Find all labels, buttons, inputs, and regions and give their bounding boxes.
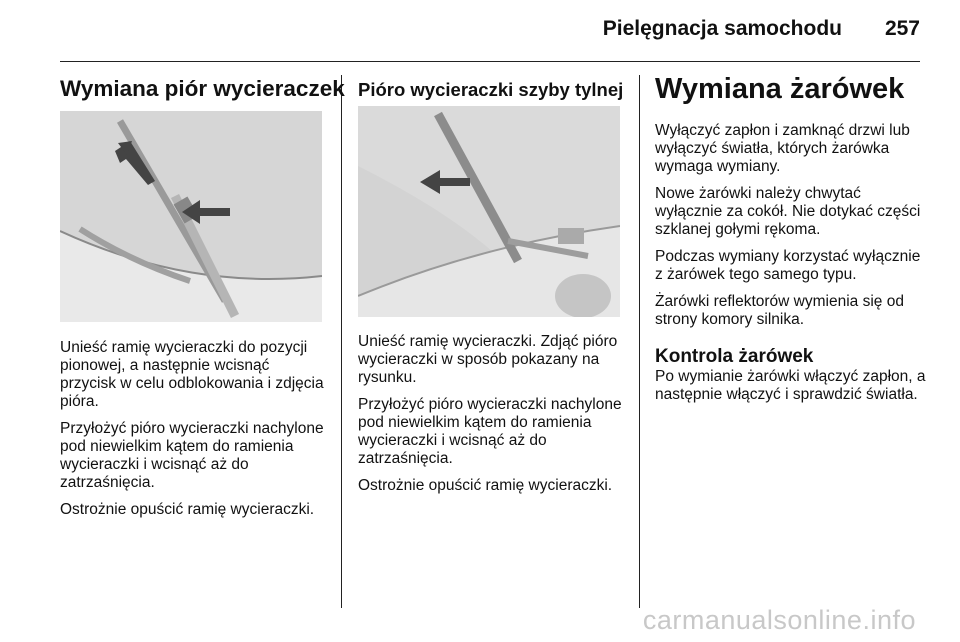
column-divider-1 [341, 75, 342, 608]
subheading-bulb-check: Kontrola żarówek [655, 346, 814, 367]
col3-paragraph-3: Podczas wymiany korzystać wyłącznie z żarówek tego samego typu. [655, 248, 921, 283]
front-wiper-figure [60, 111, 322, 322]
col3-sub-text [655, 368, 927, 413]
col2-paragraph-1: Unieść ramię wycieraczki. Zdjąć pióro wycieraczki w sposób pokazany na rysunku. [358, 333, 618, 386]
section-heading-rear-wiper: Pióro wycieraczki szyby tylnej [358, 79, 624, 100]
col1-paragraph-3: Ostrożnie opuścić ramię wycieraczki. [60, 501, 315, 518]
col3-paragraph-2: Nowe żarówki należy chwytać wyłącznie za cokół. Nie dotykać części szklanej gołymi rękoma. [655, 185, 921, 238]
col3-paragraph-1: Wyłączyć zapłon i zamknąć drzwi lub wyłączyć światła, których żarówka wymaga wymiany. [655, 122, 910, 175]
section-heading-wiper-blades: Wymiana piór wycieraczek [60, 76, 345, 101]
col1-text [60, 339, 328, 528]
col2-paragraph-3: Ostrożnie opuścić ramię wycieraczki. [358, 477, 613, 494]
page-number: 257 [884, 17, 920, 40]
watermark: carmanualsonline.info [642, 605, 916, 635]
header-rule [60, 61, 920, 62]
col3-sub-paragraph: Po wymianie żarówki włączyć zapłon, a następnie włączyć i sprawdzić światła. [655, 368, 926, 403]
rear-wiper-figure [358, 106, 620, 317]
col2-paragraph-2: Przyłożyć pióro wycieraczki nachylone pod niewielkim kątem do ramienia wycieraczki i wcisnąć aż do zatrzaśnięcia. [358, 396, 622, 467]
col3-text [655, 122, 927, 338]
col3-paragraph-4: Żarówki reflektorów wymienia się od strony komory silnika. [655, 293, 904, 328]
col1-paragraph-2: Przyłożyć pióro wycieraczki nachylone pod niewielkim kątem do ramienia wycieraczki i wcisnąć aż do zatrzaśnięcia. [60, 420, 324, 491]
header-title: Pielęgnacja samochodu [602, 17, 842, 40]
section-heading-bulbs: Wymiana żarówek [655, 73, 905, 105]
col2-text [358, 333, 630, 504]
col1-paragraph-1: Unieść ramię wycieraczki do pozycji pionowej, a następnie wcisnąć przycisk w celu odblokowania i zdjęcia pióra. [60, 339, 324, 410]
column-divider-2 [639, 75, 640, 608]
